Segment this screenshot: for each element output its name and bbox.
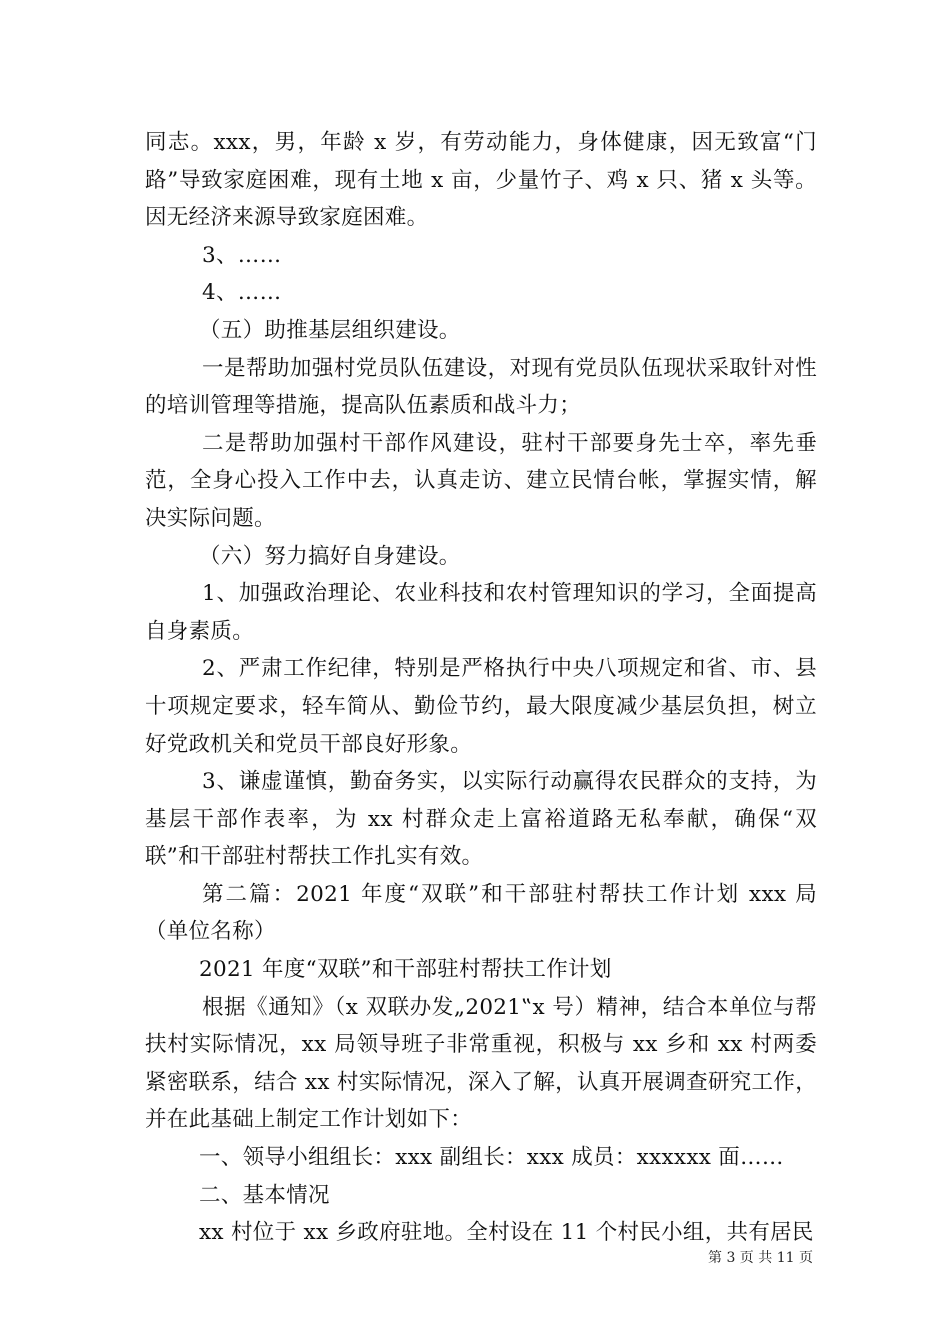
section-heading-1: 一、领导小组组长：xxx 副组长：xxx 成员：xxxxxx 面……: [199, 1145, 784, 1171]
paragraph: 一是帮助加强村党员队伍建设，对现有党员队伍现状采取针对性的培训管理等措施，提高队伍素质和战斗力；: [145, 355, 817, 419]
page-number: 第 3 页 共 11 页: [708, 1250, 813, 1266]
list-item-3: 3、……: [202, 242, 282, 268]
section-heading-5: （五）助推基层组织建设。: [199, 317, 461, 343]
plan-title: 2021 年度“双联”和干部驻村帮扶工作计划: [199, 957, 612, 983]
paragraph: 二是帮助加强村干部作风建设，驻村干部要身先士卒，率先垂范，全身心投入工作中去，认真走访、建立民情台帐，掌握实情，解决实际问题。: [145, 430, 817, 531]
section-heading-6: （六）努力搞好自身建设。: [199, 543, 461, 569]
paragraph-continuation: 同志。xxx，男，年龄 x 岁，有劳动能力，身体健康，因无致富“门路”导致家庭困难，现有土地 x 亩，少量竹子、鸡 x 只、猪 x 头等。因无经济来源导致家庭困难。: [145, 130, 817, 231]
paragraph: xx 村位于 xx 乡政府驻地。全村设在 11 个村民小组，共有居民: [199, 1220, 814, 1246]
section-heading-2: 二、基本情况: [199, 1182, 330, 1208]
paragraph: 3、谦虚谨慎，勤奋务实，以实际行动赢得农民群众的支持，为基层干部作表率，为 xx 村群众走上富裕道路无私奉献，确保“双联”和干部驻村帮扶工作扎实有效。: [145, 769, 817, 870]
document-body: [145, 124, 817, 1252]
chapter-title: 第二篇：2021 年度“双联”和干部驻村帮扶工作计划 xxx 局（单位名称）: [145, 881, 817, 945]
paragraph: 根据《通知》（x 双联办发„2021‟x 号）精神，结合本单位与帮扶村实际情况，xx 局领导班子非常重视，积极与 xx 乡和 xx 村两委紧密联系，结合 xx 村实际情况，深入了解，认真开展调查研究工作，并在此基础上制定工作计划如下：: [145, 994, 817, 1133]
list-item-4: 4、……: [202, 280, 282, 306]
paragraph: 1、加强政治理论、农业科技和农村管理知识的学习，全面提高自身素质。: [145, 581, 817, 644]
paragraph: 2、严肃工作纪律，特别是严格执行中央八项规定和省、市、县十项规定要求，轻车简从、勤俭节约，最大限度减少基层负担，树立好党政机关和党员干部良好形象。: [145, 656, 817, 757]
